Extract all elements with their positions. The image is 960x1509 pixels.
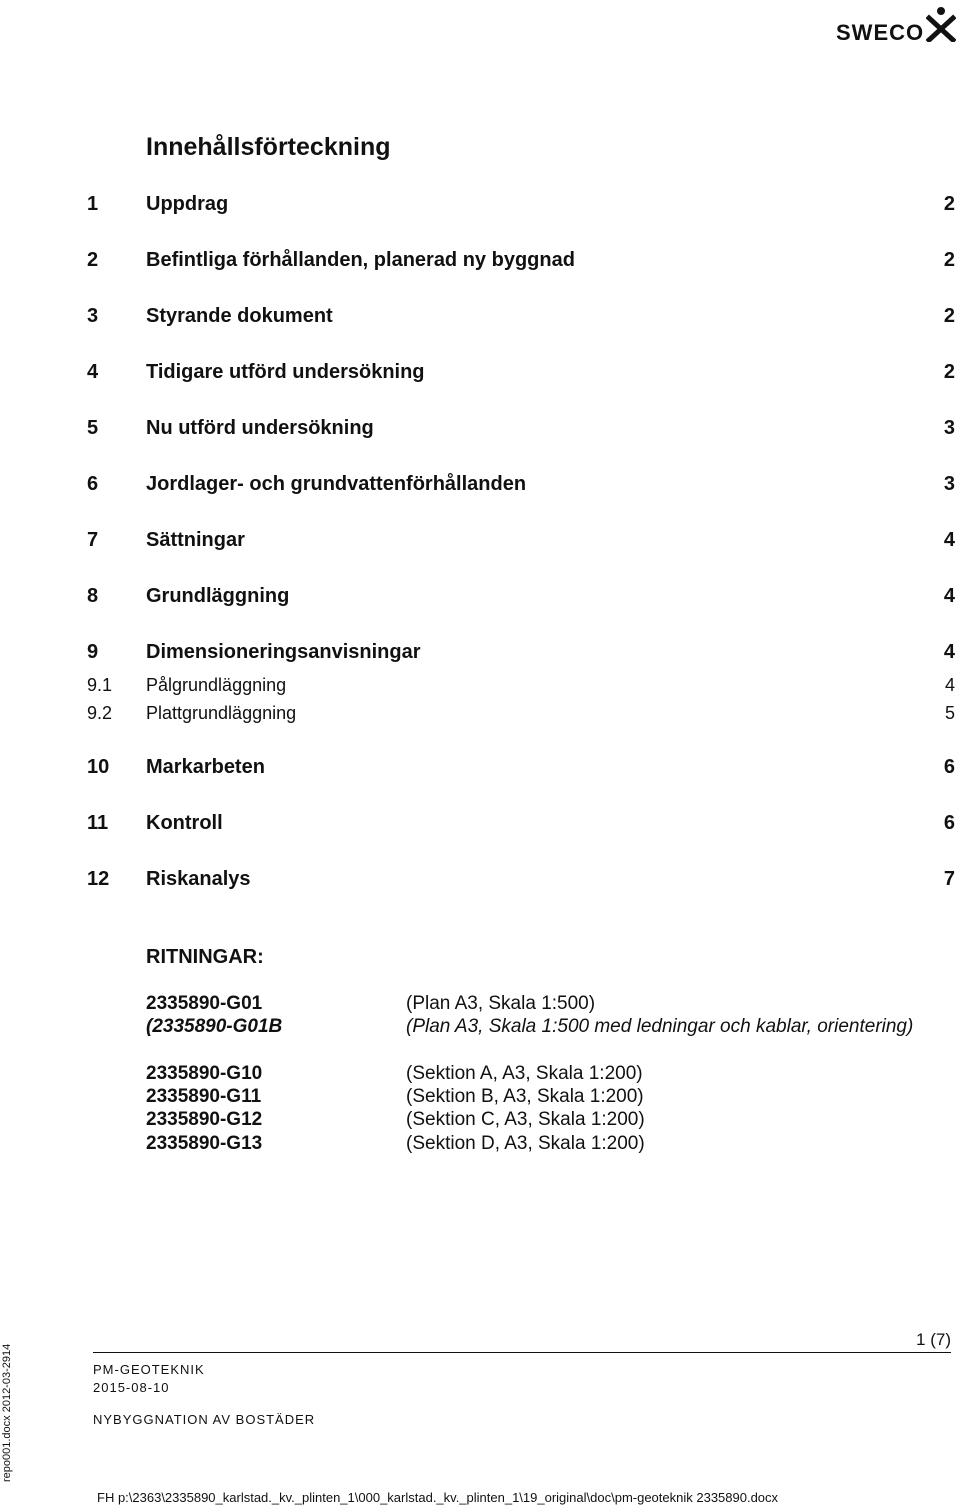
- drawing-desc: (Plan A3, Skala 1:500 med ledningar och kablar, orientering): [406, 1016, 914, 1037]
- toc-item-label[interactable]: Riskanalys: [146, 868, 251, 890]
- toc-item-page: 3: [943, 473, 955, 495]
- drawing-code: 2335890-G12: [146, 1109, 263, 1130]
- toc-item-number: 7: [87, 529, 99, 551]
- toc-item-page: 6: [943, 756, 955, 778]
- footer-project: NYBYGGNATION AV BOSTÄDER: [93, 1412, 316, 1427]
- drawing-code: 2335890-G11: [146, 1086, 262, 1107]
- toc-item-label[interactable]: Plattgrundläggning: [146, 703, 297, 723]
- toc-item-page: 2: [943, 193, 955, 215]
- toc-item-number: 9.2: [87, 703, 113, 723]
- toc-item[interactable]: [87, 473, 955, 499]
- toc-item-number: 12: [87, 868, 110, 890]
- toc-item-number: 3: [87, 305, 99, 327]
- footer-date: 2015-08-10: [93, 1380, 170, 1395]
- footer-doc-type: PM-GEOTEKNIK: [93, 1362, 205, 1377]
- toc-item-label[interactable]: Markarbeten: [146, 756, 265, 778]
- toc-item[interactable]: [87, 756, 955, 782]
- drawing-code: 2335890-G10: [146, 1063, 263, 1084]
- drawing-desc: (Sektion A, A3, Skala 1:200): [406, 1063, 643, 1084]
- drawing-desc: (Plan A3, Skala 1:500): [406, 993, 596, 1014]
- toc-item-label[interactable]: Pålgrundläggning: [146, 675, 287, 695]
- toc-item-page: 7: [943, 868, 955, 890]
- toc-item[interactable]: [87, 868, 955, 894]
- toc-item-number: 11: [87, 812, 109, 834]
- drawing-code: 2335890-G01: [146, 993, 263, 1014]
- drawing-desc: (Sektion B, A3, Skala 1:200): [406, 1086, 644, 1107]
- toc-item[interactable]: [87, 193, 955, 219]
- toc-item[interactable]: [87, 529, 955, 555]
- logo-text: SWECO: [836, 20, 925, 45]
- toc-item[interactable]: [87, 812, 955, 838]
- template-reference: repo001.docx 2012-03-2914: [1, 1343, 13, 1482]
- toc-item-label[interactable]: Grundläggning: [146, 585, 290, 607]
- sweco-figure-icon: [926, 6, 956, 42]
- drawing-code: (2335890-G01B: [146, 1016, 283, 1037]
- toc-item[interactable]: [87, 641, 955, 667]
- toc-item-number: 4: [87, 361, 99, 383]
- toc-item-page: 2: [943, 305, 955, 327]
- toc-item-page: 4: [943, 585, 955, 607]
- toc-item-number: 10: [87, 756, 110, 778]
- toc-item-page: 3: [943, 417, 955, 439]
- toc-item-label[interactable]: Jordlager- och grundvattenförhållanden: [146, 473, 527, 495]
- toc-item-page: 4: [943, 641, 955, 663]
- toc-item-number: 2: [87, 249, 99, 271]
- toc-item-number: 8: [87, 585, 99, 607]
- toc-title: Innehållsförteckning: [146, 133, 391, 161]
- toc-item-number: 9.1: [87, 675, 113, 695]
- toc-item-label[interactable]: Tidigare utförd undersökning: [146, 361, 425, 383]
- toc-item[interactable]: [87, 585, 955, 611]
- toc-item-label[interactable]: Kontroll: [146, 812, 223, 834]
- toc-item-number: 6: [87, 473, 99, 495]
- toc-item-label[interactable]: Uppdrag: [146, 193, 229, 215]
- toc-item[interactable]: [87, 417, 955, 443]
- toc-item-label[interactable]: Nu utförd undersökning: [146, 417, 374, 439]
- toc-item-page: 5: [944, 703, 955, 723]
- drawing-desc: (Sektion D, A3, Skala 1:200): [406, 1133, 645, 1154]
- toc-item-page: 2: [943, 249, 955, 271]
- toc-item-label[interactable]: Sättningar: [146, 529, 245, 551]
- toc-item-label[interactable]: Styrande dokument: [146, 305, 333, 327]
- toc-item[interactable]: [87, 361, 955, 387]
- toc-item-label[interactable]: Dimensioneringsanvisningar: [146, 641, 421, 663]
- footer-file-path: FH p:\2363\2335890_karlstad._kv._plinten_1\000_karlstad._kv._plinten_1\19_original\doc\pm-geoteknik 2335890.docx: [97, 1490, 779, 1505]
- toc-item-label[interactable]: Befintliga förhållanden, planerad ny byggnad: [146, 249, 575, 271]
- drawings-heading: RITNINGAR:: [146, 946, 264, 968]
- toc-item-number: 9: [87, 641, 99, 663]
- toc-item[interactable]: [87, 305, 955, 331]
- toc-item[interactable]: [87, 249, 955, 275]
- page-indicator: 1 (7): [916, 1330, 951, 1349]
- toc-subitem[interactable]: [87, 703, 955, 729]
- toc-subitem[interactable]: [87, 675, 955, 701]
- drawing-code: 2335890-G13: [146, 1133, 263, 1154]
- toc-item-number: 1: [87, 193, 99, 215]
- toc-item-page: 4: [944, 675, 955, 695]
- toc-item-page: 4: [943, 529, 955, 551]
- footer-divider: [93, 1352, 951, 1353]
- toc-item-number: 5: [87, 417, 99, 439]
- toc-item-page: 2: [943, 361, 955, 383]
- toc-item-page: 6: [943, 812, 955, 834]
- sweco-logo: [836, 4, 958, 44]
- drawing-desc: (Sektion C, A3, Skala 1:200): [406, 1109, 645, 1130]
